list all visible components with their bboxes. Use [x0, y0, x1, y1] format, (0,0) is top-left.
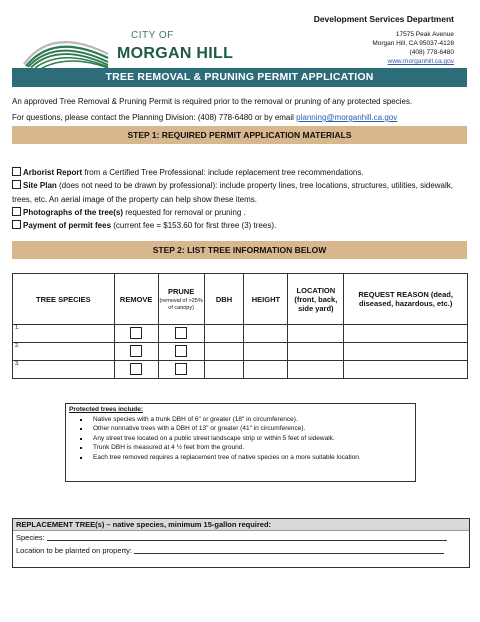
- prune-note: (removal of >25% of canopy): [159, 297, 203, 311]
- checkbox[interactable]: [12, 220, 21, 229]
- protected-trees-box: [65, 403, 416, 482]
- table-row: [13, 361, 468, 379]
- prune-checkbox[interactable]: [175, 327, 187, 339]
- table-row: [13, 325, 468, 343]
- department-name: Development Services Department: [313, 14, 454, 24]
- col-height: HEIGHT: [244, 274, 288, 325]
- email-link[interactable]: planning@morganhill.ca.gov: [296, 113, 398, 122]
- tree-info-table: [12, 273, 468, 379]
- checkbox[interactable]: [12, 167, 21, 176]
- remove-checkbox[interactable]: [130, 345, 142, 357]
- col-dbh: DBH: [204, 274, 244, 325]
- list-item: ▪ Native species with a trunk DBH of 6" or greater (18" in circumference).: [90, 415, 415, 425]
- col-tree-species: TREE SPECIES: [13, 274, 115, 325]
- col-request-reason: REQUEST REASON (dead, diseased, hazardous, etc.): [344, 274, 468, 325]
- address-line-1: 17575 Peak Avenue: [395, 31, 454, 38]
- remove-cell: [114, 361, 158, 379]
- phone-number: (408) 778-6480: [409, 49, 454, 56]
- intro-line-1: An approved Tree Removal & Pruning Permit is required prior to the removal or pruning of any protected species.: [12, 97, 413, 106]
- reason-cell[interactable]: [344, 361, 468, 379]
- remove-cell: [114, 343, 158, 361]
- species-cell[interactable]: 2.: [13, 343, 115, 361]
- list-item: ▪ Trunk DBH is measured at 4 ½ feet from the ground.: [90, 443, 415, 453]
- website-link[interactable]: www.morganhill.ca.gov: [387, 58, 454, 65]
- city-of-label: CITY OF: [131, 30, 174, 41]
- height-cell[interactable]: [244, 325, 288, 343]
- address-line-2: Morgan Hill, CA 95037-4128: [372, 40, 454, 47]
- height-cell[interactable]: [244, 361, 288, 379]
- remove-checkbox[interactable]: [130, 363, 142, 375]
- prune-cell: [158, 325, 204, 343]
- city-name: MORGAN HILL: [117, 45, 234, 62]
- remove-checkbox[interactable]: [130, 327, 142, 339]
- planting-location-field[interactable]: [134, 553, 444, 554]
- col-location: LOCATION (front, back, side yard): [288, 274, 344, 325]
- dbh-cell[interactable]: [204, 361, 244, 379]
- checkbox[interactable]: [12, 207, 21, 216]
- list-item: ▪ Other nonnative trees with a DBH of 13" or greater (41" in circumference).: [90, 424, 415, 434]
- form-title: TREE REMOVAL & PRUNING PERMIT APPLICATION: [12, 68, 467, 87]
- replacement-heading: REPLACEMENT TREE(s) – native species, minimum 15-gallon required:: [13, 519, 469, 531]
- planting-location-line: Location to be planted on property:: [13, 544, 469, 557]
- list-item: ▪ Any street tree located on a public street landscape strip or within 5 feet of sidewalk.: [90, 434, 415, 444]
- list-item: ▪ Each tree removed requires a replacement tree of native species on a more suitable location.: [90, 453, 415, 463]
- prune-cell: [158, 361, 204, 379]
- reason-cell[interactable]: [344, 343, 468, 361]
- prune-cell: [158, 343, 204, 361]
- material-item: Arborist Report from a Certified Tree Professional: include replacement tree recommendations.: [12, 166, 472, 179]
- protected-trees-heading: Protected trees include:: [69, 406, 144, 413]
- replacement-tree-box: [12, 518, 470, 568]
- location-cell[interactable]: [288, 343, 344, 361]
- col-remove: REMOVE: [114, 274, 158, 325]
- location-cell[interactable]: [288, 325, 344, 343]
- material-item: Payment of permit fees (current fee = $153.60 for first three (3) trees).: [12, 219, 472, 232]
- step2-heading: STEP 2: LIST TREE INFORMATION BELOW: [12, 241, 467, 259]
- remove-cell: [114, 325, 158, 343]
- prune-checkbox[interactable]: [175, 345, 187, 357]
- height-cell[interactable]: [244, 343, 288, 361]
- table-header-row: [13, 274, 468, 325]
- morgan-hill-logo: [22, 24, 110, 68]
- species-cell[interactable]: 3.: [13, 361, 115, 379]
- contact-block: [372, 30, 454, 66]
- species-cell[interactable]: 1.: [13, 325, 115, 343]
- species-line: Species:: [13, 531, 469, 544]
- material-item: Site Plan (does not need to be drawn by professional): include property lines, tree locations, structures, utilities, sidewalk, trees, etc. An aerial image of the property can help show these items.: [12, 181, 453, 204]
- materials-list: [12, 166, 472, 232]
- intro-text: [12, 94, 472, 126]
- reason-cell[interactable]: [344, 325, 468, 343]
- species-field[interactable]: [47, 540, 447, 541]
- location-cell[interactable]: [288, 361, 344, 379]
- dbh-cell[interactable]: [204, 343, 244, 361]
- table-row: [13, 343, 468, 361]
- material-item: Photographs of the tree(s) requested for removal or pruning .: [12, 206, 472, 219]
- dbh-cell[interactable]: [204, 325, 244, 343]
- prune-checkbox[interactable]: [175, 363, 187, 375]
- col-prune: PRUNE (removal of >25% of canopy): [158, 274, 204, 325]
- step1-heading: STEP 1: REQUIRED PERMIT APPLICATION MATERIALS: [12, 126, 467, 144]
- protected-trees-list: [66, 415, 415, 463]
- checkbox[interactable]: [12, 180, 21, 189]
- intro-line-2: For questions, please contact the Planning Division: (408) 778-6480 or by email planning@morganhill.ca.gov: [12, 113, 398, 122]
